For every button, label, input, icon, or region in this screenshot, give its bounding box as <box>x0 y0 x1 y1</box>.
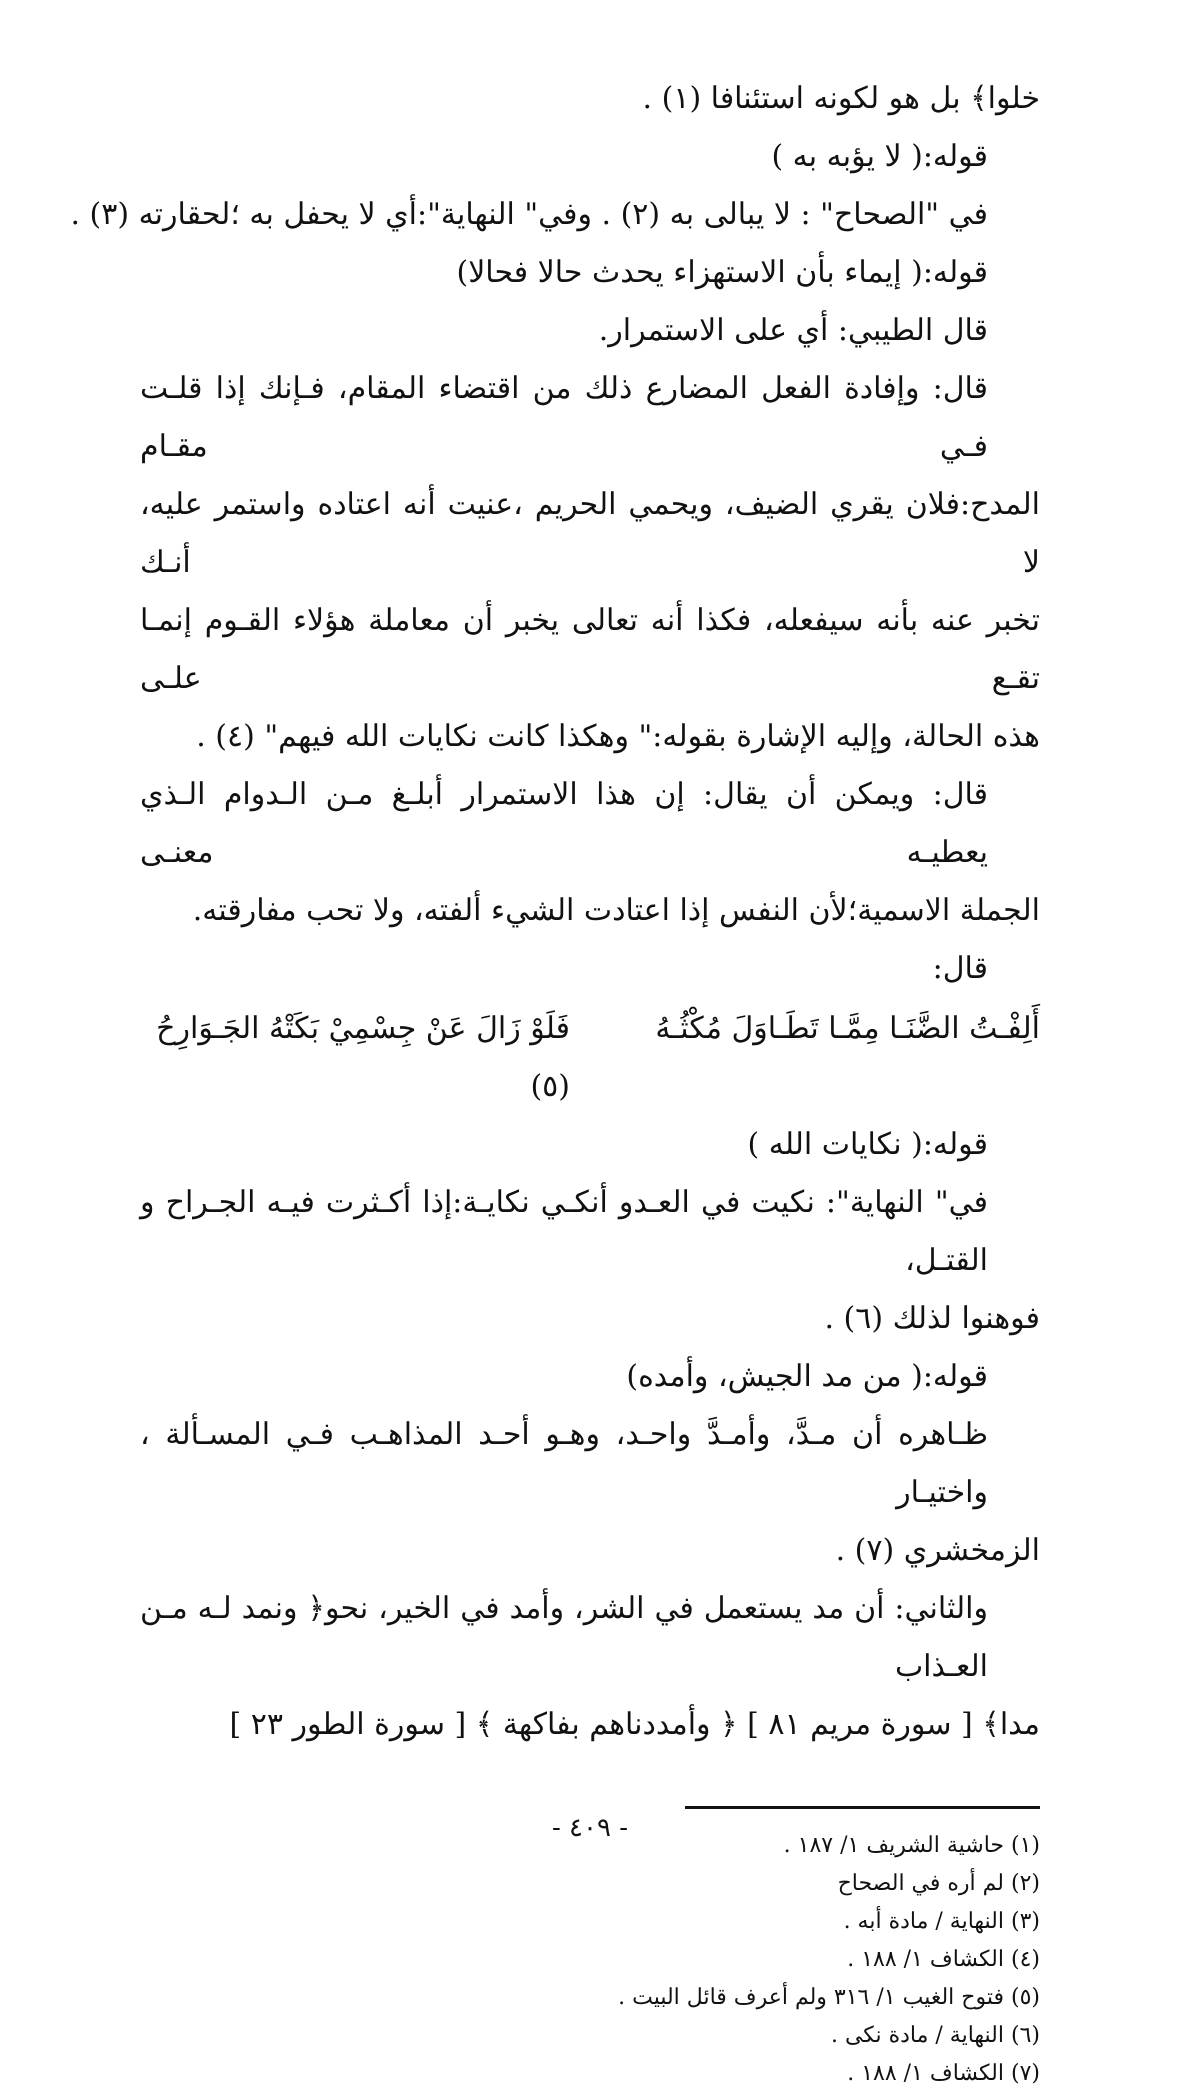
text-line: الزمخشري (٧) . <box>835 1533 1040 1568</box>
footnote-item: (٣) النهاية / مادة أبه . <box>843 1909 1040 1934</box>
text-line: المدح:فلان يقري الضيف، ويحمي الحريم ،عنيت أنه اعتاده واستمر عليه، لا أنـك <box>140 487 1040 580</box>
footnote-item: (١) حاشية الشريف ١/ ١٨٧ . <box>783 1833 1040 1858</box>
footnote-item: (٤) الكشاف ١/ ١٨٨ . <box>847 1947 1040 1972</box>
main-text-continued <box>140 1116 1040 1754</box>
text-line: ظـاهره أن مـدَّ، وأمـدَّ واحـد، وهـو أحـد المذاهـب فـي المسـألة ، واختيـار <box>140 1417 988 1510</box>
text-line: قال: <box>932 951 988 986</box>
text-line: قوله:( إيماء بأن الاستهزاء يحدث حالا فحالا) <box>456 255 988 290</box>
text-line: الجملة الاسمية؛لأن النفس إذا اعتادت الشيء ألفته، ولا تحب مفارقته. <box>192 893 1040 928</box>
text-line: قوله:( من مد الجيش، وأمده) <box>626 1359 988 1394</box>
text-line: قوله:( نكايات الله ) <box>747 1127 988 1162</box>
verse-hemistich-1: أَلِفْـتُ الضَّنَـا مِمَّـا تَطَـاوَلَ مُكْثُـهُ <box>655 1011 1040 1046</box>
text-line: هذه الحالة، وإليه الإشارة بقوله:" وهكذا كانت نكايات الله فيهم" (٤) . <box>196 719 1040 754</box>
text-line: مدا﴾ [ سورة مريم ٨١ ] ﴿ وأمددناهم بفاكهة ﴾ [ سورة الطور ٢٣ ] <box>229 1707 1040 1742</box>
text-line: خلوا﴾ بل هو لكونه استئنافا (١) . <box>642 81 1040 116</box>
text-line: قوله:( لا يؤبه به ) <box>771 139 988 174</box>
footnote-item: (٧) الكشاف ١/ ١٨٨ . <box>847 2061 1040 2086</box>
text-line: قال: وإفادة الفعل المضارع ذلك من اقتضاء المقام، فـإنك إذا قلـت فـي مقـام <box>140 371 988 464</box>
text-line: قال: ويمكن أن يقال: إن هذا الاستمرار أبلـغ مـن الـدوام الـذي يعطيـه معنـى <box>140 777 988 870</box>
poetry-verse <box>140 1000 1040 1116</box>
text-line: في "الصحاح" : لا يبالى به (٢) . وفي" النهاية":أي لا يحفل به ؛لحقارته (٣) . <box>70 197 988 232</box>
footnote-item: (٥) فتوح الغيب ١/ ٣١٦ ولم أعرف قائل البيت . <box>618 1985 1040 2010</box>
text-line: قال الطيبي: أي على الاستمرار. <box>598 313 988 348</box>
text-line: في" النهاية": نكيت في العـدو أنكـي نكايـة:إذا أكـثرت فيـه الجـراح و القتـل، <box>140 1185 988 1278</box>
page-content <box>70 70 1040 2093</box>
footnote-item: (٢) لم أره في الصحاح <box>837 1871 1040 1896</box>
verse-hemistich-2: فَلَوْ زَالَ عَنْ جِسْمِيْ بَكَتْهُ الجَـوَارِحُ (٥) <box>156 1011 570 1104</box>
footnote-separator <box>685 1806 1040 1809</box>
footnote-item: (٦) النهاية / مادة نكى . <box>830 2023 1040 2048</box>
main-text <box>70 70 1040 998</box>
footnotes <box>140 1827 1040 2093</box>
page-number: - ٤٠٩ - <box>551 1813 629 1843</box>
text-line: فوهنوا لذلك (٦) . <box>824 1301 1040 1336</box>
text-line: والثاني: أن مد يستعمل في الشر، وأمد في الخير، نحو﴿ ونمد لـه مـن العـذاب <box>140 1591 988 1684</box>
text-line: تخبر عنه بأنه سيفعله، فكذا أنه تعالى يخبر أن معاملة هؤلاء القـوم إنمـا تقـع علـى <box>140 603 1040 696</box>
